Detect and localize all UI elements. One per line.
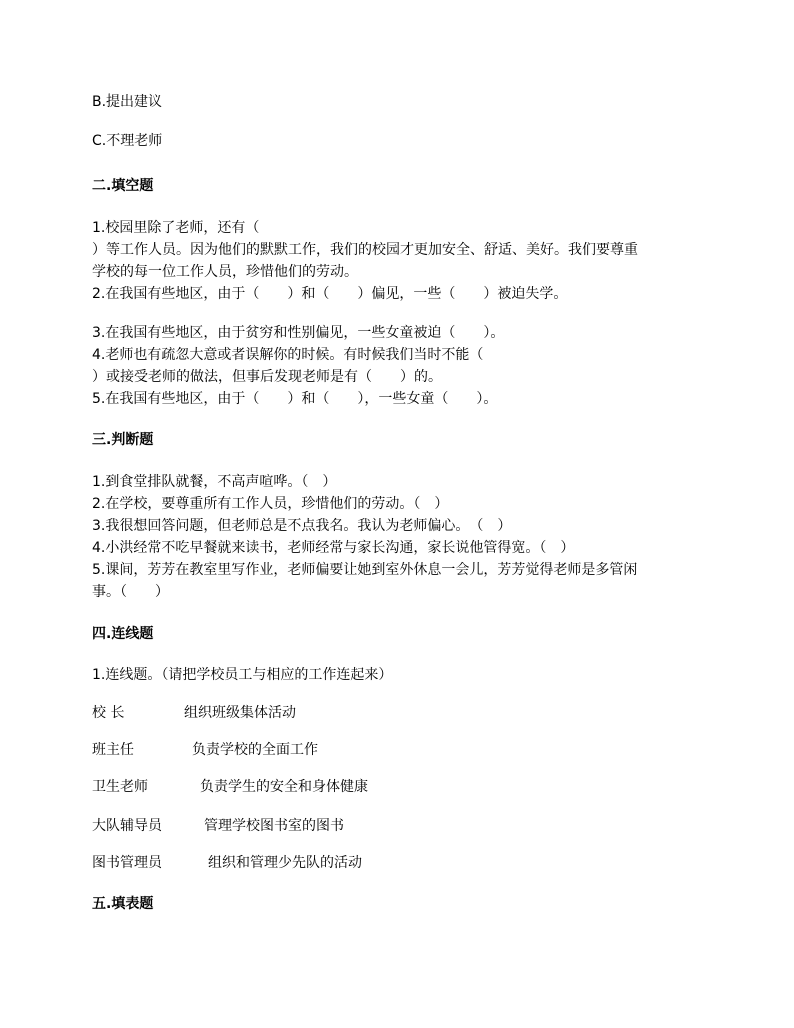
matching-pair <box>92 703 296 723</box>
role-label: 校 长 <box>92 705 125 721</box>
fill-q1-line1: 1.校园里除了老师，还有（ <box>92 220 260 236</box>
matching-pair <box>92 853 362 873</box>
judge-item: 5.课间，芳芳在教室里写作业，老师偏要让她到室外休息一会儿，芳芳觉得老师是多管闲 <box>92 562 638 578</box>
fill-q3: 3.在我国有些地区，由于贫穷和性别偏见，一些女童被迫（ ）。 <box>92 325 505 341</box>
duty-label: 负责学生的安全和身体健康 <box>200 779 368 795</box>
judge-item: 2.在学校，要尊重所有工作人员，珍惜他们的劳动。（ ） <box>92 496 449 512</box>
matching-pair <box>92 816 344 836</box>
matching-question: 1.连线题。（请把学校员工与相应的工作连起来） <box>92 667 393 683</box>
role-label: 班主任 <box>92 742 134 758</box>
judge-item: 4.小洪经常不吃早餐就来读书，老师经常与家长沟通，家长说他管得宽。（ ） <box>92 540 575 556</box>
role-label: 卫生老师 <box>92 779 148 795</box>
matching-pair <box>92 777 368 797</box>
role-label: 大队辅导员 <box>92 818 162 834</box>
duty-label: 负责学校的全面工作 <box>192 742 318 758</box>
fill-q5: 5.在我国有些地区，由于（ ）和（ ），一些女童（ ）。 <box>92 391 498 407</box>
judge-item: 1.到食堂排队就餐，不高声喧哗。（ ） <box>92 474 337 490</box>
duty-label: 管理学校图书室的图书 <box>204 818 344 834</box>
fill-q2: 2.在我国有些地区，由于（ ）和（ ）偏见，一些（ ）被迫失学。 <box>92 286 568 302</box>
section-heading-judge: 三.判断题 <box>92 432 154 448</box>
option-c: C.不理老师 <box>92 133 163 149</box>
duty-label: 组织班级集体活动 <box>184 705 296 721</box>
matching-pair <box>92 740 318 760</box>
fill-q1-line3: 学校的每一位工作人员，珍惜他们的劳动。 <box>92 264 358 280</box>
role-label: 图书管理员 <box>92 855 162 871</box>
fill-q4-line2: ）或接受老师的做法，但事后发现老师是有（ ）的。 <box>92 369 442 385</box>
fill-q4-line1: 4.老师也有疏忽大意或者误解你的时候。有时候我们当时不能（ <box>92 347 484 363</box>
section-heading-matching: 四.连线题 <box>92 626 154 642</box>
option-b: B.提出建议 <box>92 94 163 110</box>
judge-item: 事。（ ） <box>92 584 169 600</box>
duty-label: 组织和管理少先队的活动 <box>208 855 362 871</box>
section-heading-fill-blank: 二.填空题 <box>92 178 154 194</box>
fill-q1-line2: ）等工作人员。因为他们的默默工作，我们的校园才更加安全、舒适、美好。我们要尊重 <box>92 242 638 258</box>
judge-item: 3.我很想回答问题，但老师总是不点我名。我认为老师偏心。 （ ） <box>92 518 512 534</box>
section-heading-table: 五.填表题 <box>92 896 154 912</box>
